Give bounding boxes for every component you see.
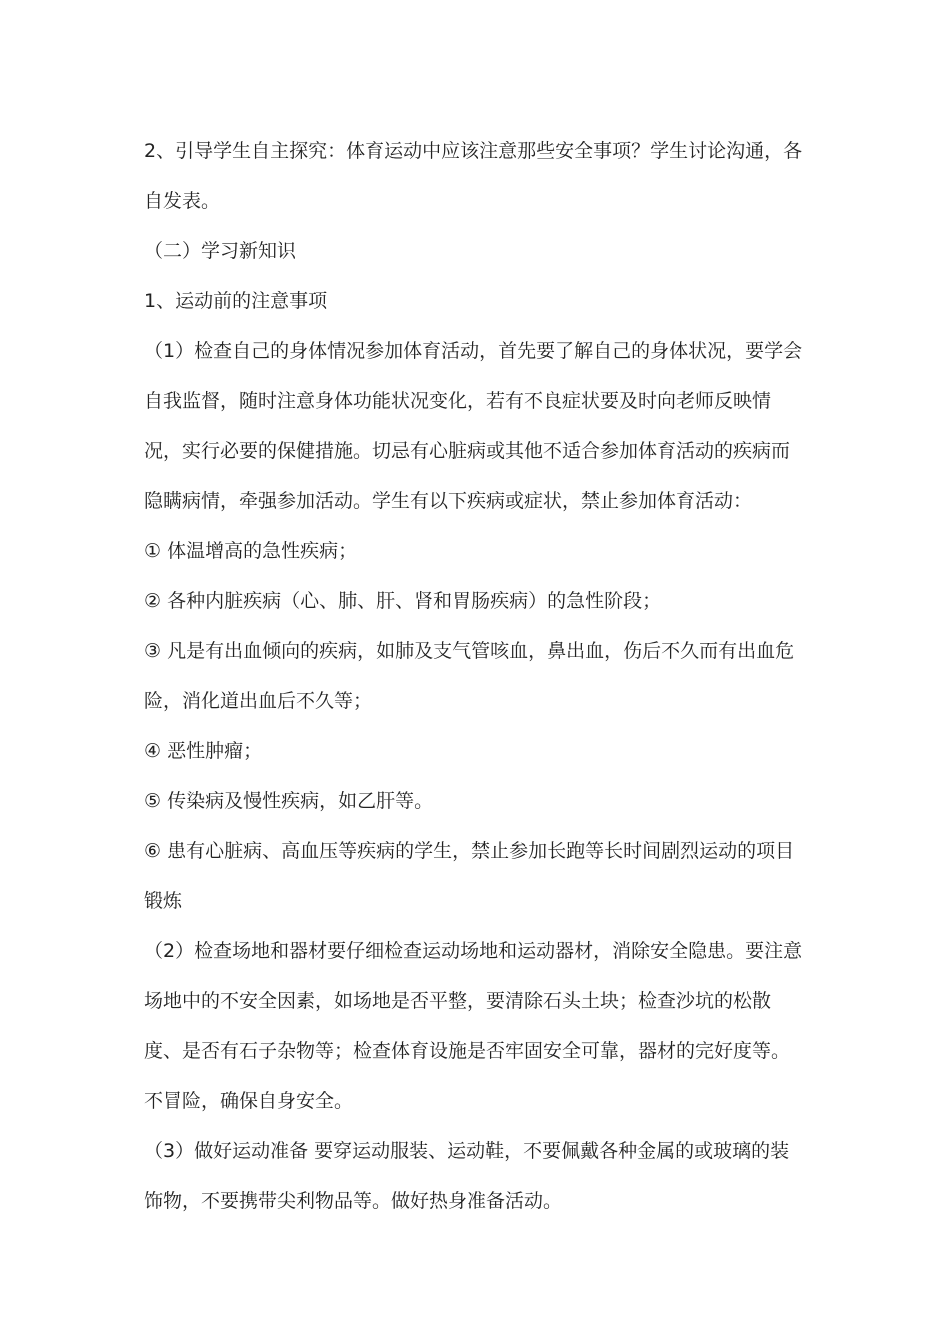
list-item-2: ② 各种内脏疾病（心、肺、肝、肾和胃肠疾病）的急性阶段； [144,590,662,612]
list-item-3: ③ 凡是有出血倾向的疾病，如肺及支气管咳血，鼻出血，伤后不久而有出血危险，消化道出血后不久等； [144,640,795,712]
subheading-pre-exercise: 1、运动前的注意事项 [144,290,328,312]
list-item-6: ⑥ 患有心脏病、高血压等疾病的学生，禁止参加长跑等长时间剧烈运动的项目锻炼 [144,840,795,912]
paragraph-check-venue: （2）检查场地和器材要仔细检查运动场地和运动器材，消除安全隐患。要注意场地中的不安全因素，如场地是否平整，要清除石头土块；检查沙坑的松散度、是否有石子杂物等；检查体育设施是否牢固安全可靠，器材的完好度等。不冒险，确保自身安全。 [144,940,803,1112]
document-body [144,126,808,1226]
list-item-1: ① 体温增高的急性疾病； [144,540,358,562]
list-item-5: ⑤ 传染病及慢性疾病，如乙肝等。 [144,790,434,812]
paragraph-inquiry: 2、引导学生自主探究：体育运动中应该注意那些安全事项？学生讨论沟通，各自发表。 [144,140,803,212]
section-heading-new-knowledge: （二）学习新知识 [144,240,297,262]
paragraph-check-body: （1）检查自己的身体情况参加体育活动，首先要了解自己的身体状况，要学会自我监督，随时注意身体功能状况变化，若有不良症状要及时向老师反映情况，实行必要的保健措施。切忌有心脏病或其他不适合参加体育活动的疾病而隐瞒病情，牵强参加活动。学生有以下疾病或症状，禁止参加体育活动： [144,340,803,512]
list-item-4: ④ 恶性肿瘤； [144,740,263,762]
paragraph-prepare: （3）做好运动准备 要穿运动服装、运动鞋，不要佩戴各种金属的或玻璃的装饰物，不要携带尖利物品等。做好热身准备活动。 [144,1140,790,1212]
